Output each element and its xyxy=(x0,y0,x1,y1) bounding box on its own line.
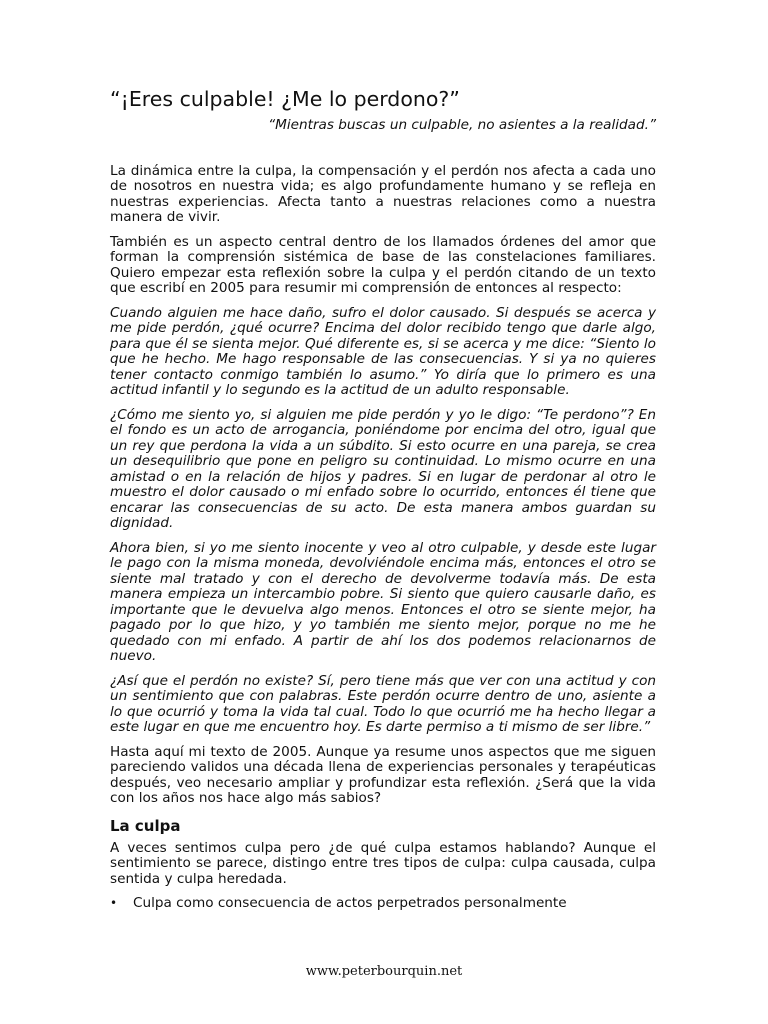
document-title: “¡Eres culpable! ¿Me lo perdono?” xyxy=(110,87,460,111)
body-paragraph: Cuando alguien me hace daño, sufro el dolor causado. Si después se acerca y me pide perdón, ¿qué ocurre? Encima del dolor recibido tengo que darle algo, para que él se sienta mejor. Qué diferente es, si se acerca y me dice: “Siento lo que he hecho. Me hago responsable de las consecuencias. Y si ya no quieres tener contacto conmigo también lo asumo.” Yo diría que lo primero es una actitud infantil y lo segundo es la actitud de un adulto responsable. xyxy=(110,304,656,398)
bullet-icon: • xyxy=(110,896,118,910)
footer-url: www.peterbourquin.net xyxy=(305,964,463,979)
body-paragraph: Hasta aquí mi texto de 2005. Aunque ya resume unos aspectos que me siguen pareciendo validos una década llena de experiencias personales y terapéuticas después, veo necesario ampliar y profundizar esta reflexión. ¿Será que la vida con los años nos hace algo más sabios? xyxy=(110,743,656,806)
section-paragraph: A veces sentimos culpa pero ¿de qué culpa estamos hablando? Aunque el sentimiento se parece, distingo entre tres tipos de culpa: culpa causada, culpa sentida y culpa heredada. xyxy=(110,839,656,887)
body-paragraph: También es un aspecto central dentro de los llamados órdenes del amor que forman la comprensión sistémica de base de las constelaciones familiares. Quiero empezar esta reflexión sobre la culpa y el perdón citando de un texto que escribí en 2005 para resumir mi comprensión de entonces al respecto: xyxy=(110,233,656,296)
body-paragraph: Ahora bien, si yo me siento inocente y veo al otro culpable, y desde este lugar le pago con la misma moneda, devolviéndole encima más, entonces el otro se siente mal tratado y con el derecho de devolverme todavía más. De esta manera empieza un intercambio pobre. Si siento que quiero causarle daño, es importante que le devuelva algo menos. Entonces el otro se siente mejor, ha pagado por lo que hizo, y yo también me siento mejor, porque no me he quedado con mi enfado. A partir de ahí los dos podemos relacionarnos de nuevo. xyxy=(110,539,656,664)
body-paragraphs xyxy=(110,164,656,807)
body-paragraph: ¿Cómo me siento yo, si alguien me pide perdón y yo le digo: “Te perdono”? En el fondo es un acto de arrogancia, poniéndome por encima del otro, igual que un rey que perdona la vida a un súbdito. Si esto ocurre en una pareja, se crea un desequilibrio que pone en peligro su continuidad. Lo mismo ocurre en una amistad o en la relación de hijos y padres. Si en lugar de perdonar al otro le muestro el dolor causado o mi enfado sobre lo ocurrido, entonces él tiene que encarar las consecuencias de su acto. De esta manera ambos guardan su dignidad. xyxy=(110,406,656,531)
body-paragraph: La dinámica entre la culpa, la compensación y el perdón nos afecta a cada uno de nosotros en nuestra vida; es algo profundamente humano y se refleja en nuestras experiencias. Afecta tanto a nuestras relaciones como a nuestra manera de vivir. xyxy=(110,162,656,225)
list-item-text: Culpa como consecuencia de actos perpetrados personalmente xyxy=(133,895,567,911)
section-heading: La culpa xyxy=(110,816,181,835)
bullet-list xyxy=(110,896,656,912)
list-item xyxy=(110,896,656,912)
epigraph-quote: “Mientras buscas un culpable, no asientes a la realidad.” xyxy=(268,117,656,133)
body-paragraph: ¿Así que el perdón no existe? Sí, pero tiene más que ver con una actitud y con un sentimiento que con palabras. Este perdón ocurre dentro de uno, asiente a lo que ocurrió y toma la vida tal cual. Todo lo que ocurrió me ha hecho llegar a este lugar en que me encuentro hoy. Es darte permiso a ti mismo de ser libre.” xyxy=(110,672,656,735)
document-body xyxy=(110,86,656,912)
